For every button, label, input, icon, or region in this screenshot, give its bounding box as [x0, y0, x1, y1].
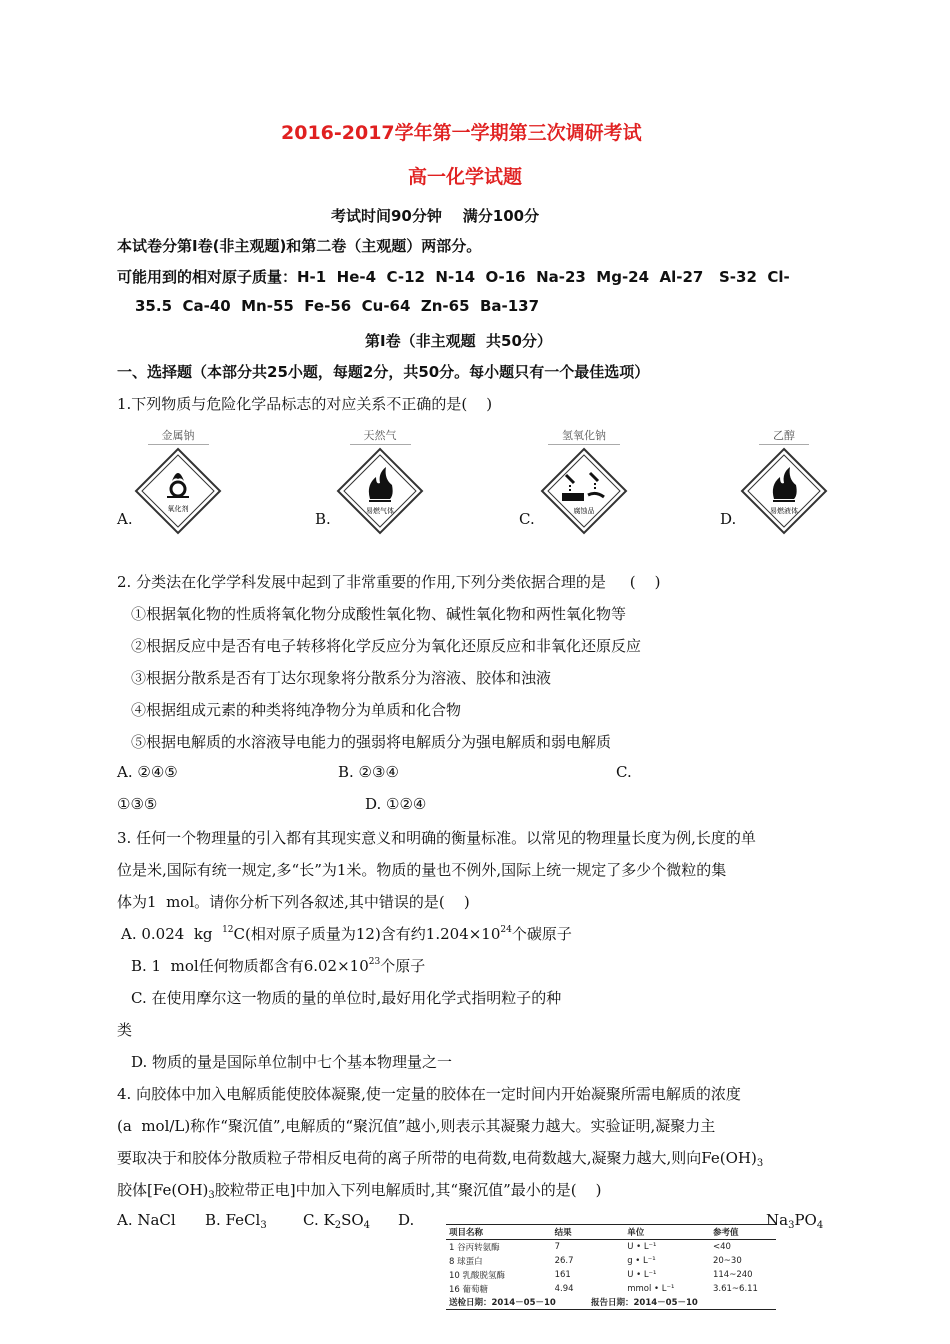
cell: 161 — [554, 1270, 571, 1280]
q2-option-c-label: C. — [616, 763, 632, 781]
hazard-sign-b — [328, 424, 432, 535]
cell: 7 — [554, 1242, 561, 1252]
sign-text: 易燃液体 — [770, 507, 798, 515]
atomic-masses-line2: 35.5 Ca-40 Mn-55 Fe-56 Cu-64 Zn-65 Ba-137 — [135, 297, 540, 315]
flame-icon — [336, 447, 424, 535]
sign-text: 氧化剂 — [167, 505, 189, 513]
report-date: 报告日期：2014－05－10 — [591, 1298, 698, 1308]
part-one-heading: 第Ⅰ卷（非主观题 共50分） — [365, 332, 552, 350]
table-header-row — [446, 1225, 776, 1240]
q2-option-b: B. ②③④ — [338, 763, 399, 781]
sent-date: 送检日期：2014－05－10 — [449, 1298, 556, 1308]
table-row — [446, 1282, 776, 1296]
substance-label: 乙醇 — [759, 427, 809, 445]
q4-option-d-label: D. — [398, 1211, 415, 1229]
cell: 114~240 — [712, 1270, 753, 1280]
hazard-sign-a — [126, 424, 230, 535]
q3-option-b: B. 1 mol任何物质都含有$6.02\times 10^{23}$个原子 — [131, 957, 426, 975]
cell: 8 球蛋白 — [449, 1257, 483, 1267]
q4-option-c: C. $K_2SO_4$ — [303, 1211, 371, 1231]
col-header: 结果 — [552, 1225, 625, 1240]
cell: 26.7 — [554, 1256, 574, 1266]
cell: U • L⁻¹ — [627, 1270, 657, 1280]
question-4-line1: 4. 向胶体中加入电解质能使胶体凝聚,使一定量的胶体在一定时间内开始凝聚所需电解质的浓度 — [117, 1085, 741, 1103]
cell: U • L⁻¹ — [627, 1242, 657, 1252]
col-header: 项目名称 — [446, 1225, 552, 1240]
table-row — [446, 1254, 776, 1268]
table-row — [446, 1240, 776, 1255]
question-4-line4: 胶体[$Fe(OH)_3$胶粒带正电]中加入下列电解质时,其“聚沉值”最小的是( ) — [117, 1181, 602, 1201]
exam-intro: 本试卷分第Ⅰ卷(非主观题)和第二卷（主观题）两部分。 — [117, 237, 482, 255]
flame-icon — [740, 447, 828, 535]
question-4-line2: (a mol/L)称作“聚沉值”,电解质的“聚沉值”越小,则表示其凝聚力越大。实验证明,凝聚力主 — [117, 1117, 716, 1135]
q2-item: ②根据反应中是否有电子转移将化学反应分为氧化还原反应和非氧化还原反应 — [131, 637, 642, 655]
cell: 3.61~6.11 — [712, 1284, 758, 1294]
cell: 16 葡萄糖 — [449, 1285, 489, 1295]
q4-option-b: B. FeCl$_3$ — [205, 1211, 267, 1231]
exam-subtitle: 高一化学试题 — [408, 166, 523, 188]
cell: <40 — [712, 1242, 731, 1252]
question-3-line2: 位是米,国际有统一规定,多“长”为1米。物质的量也不例外,国际上统一规定了多少个微粒的集 — [117, 861, 727, 879]
option-c-letter: C. — [519, 510, 535, 528]
corrosive-icon — [540, 447, 628, 535]
q2-option-c-value: ①③⑤ — [117, 795, 158, 813]
question-3-line1: 3. 任何一个物理量的引入都有其现实意义和明确的衡量标准。以常见的物理量长度为例,长度的单 — [117, 829, 756, 847]
question-3-line3: 体为1 mol。请你分析下列各叙述,其中错误的是( ) — [117, 893, 470, 911]
substance-label: 天然气 — [350, 427, 411, 445]
table-row — [446, 1268, 776, 1282]
lab-report-table — [446, 1225, 776, 1296]
option-a-letter: A. — [117, 510, 133, 528]
sign-text: 易燃气体 — [366, 507, 394, 515]
q3-option-c-line2: 类 — [117, 1021, 133, 1039]
q2-item: ①根据氧化物的性质将氧化物分成酸性氧化物、碱性氧化物和两性氧化物等 — [131, 605, 627, 623]
substance-label: 氢氧化钠 — [548, 427, 620, 445]
substance-label: 金属钠 — [148, 427, 209, 445]
q2-option-d: D. ①②④ — [365, 795, 427, 813]
exam-meta: 考试时间90分钟 满分100分 — [331, 207, 540, 225]
option-b-letter: B. — [315, 510, 331, 528]
cell: 10 乳酸脱氢酶 — [449, 1271, 506, 1281]
q4-option-a: A. NaCl — [117, 1211, 176, 1229]
question-1-stem: 1.下列物质与危险化学品标志的对应关系不正确的是( ) — [117, 395, 493, 413]
q3-option-c-line1: C. 在使用摩尔这一物质的量的单位时,最好用化学式指明粒子的种 — [131, 989, 562, 1007]
hazard-sign-c — [532, 424, 636, 535]
q3-option-a: A. 0.024 kg $^{12}$C(相对原子质量为12)含有约$1.204\times 10^{24}$个碳原子 — [121, 925, 572, 943]
cell: g • L⁻¹ — [627, 1256, 656, 1266]
q2-item: ⑤根据电解质的水溶液导电能力的强弱将电解质分为强电解质和弱电解质 — [131, 733, 612, 751]
col-header: 参考值 — [710, 1225, 776, 1240]
section-one-heading: 一、选择题（本部分共25小题，每题2分，共50分。每小题只有一个最佳选项） — [117, 363, 650, 381]
oxidizer-icon — [134, 447, 222, 535]
question-4-line3: 要取决于和胶体分散质粒子带相反电荷的离子所带的电荷数,电荷数越大,凝聚力越大,则向$Fe(OH)_3$ — [117, 1149, 764, 1169]
cell: 4.94 — [554, 1284, 574, 1294]
q2-item: ④根据组成元素的种类将纯净物分为单质和化合物 — [131, 701, 462, 719]
lab-report-image — [446, 1224, 776, 1310]
q4-option-d-value: $Na_3PO_4$ — [766, 1211, 824, 1231]
hazard-sign-d — [732, 424, 836, 535]
option-d-letter: D. — [720, 510, 737, 528]
sign-text: 腐蚀品 — [573, 507, 595, 515]
atomic-masses-line1: 可能用到的相对原子质量：H-1 He-4 C-12 N-14 O-16 Na-23 Mg-24 Al-27 S-32 Cl- — [117, 268, 790, 286]
cell: 20~30 — [712, 1256, 742, 1266]
cell: 1 谷丙转氨酶 — [449, 1243, 500, 1253]
exam-title: 2016-2017学年第一学期第三次调研考试 — [281, 122, 642, 144]
q2-item: ③根据分散系是否有丁达尔现象将分散系分为溶液、胶体和浊液 — [131, 669, 552, 687]
q3-option-d: D. 物质的量是国际单位制中七个基本物理量之一 — [131, 1053, 453, 1071]
col-header: 单位 — [624, 1225, 710, 1240]
cell: mmol • L⁻¹ — [627, 1284, 675, 1294]
question-2-stem: 2. 分类法在化学学科发展中起到了非常重要的作用,下列分类依据合理的是 ( ) — [117, 573, 661, 591]
q2-option-a: A. ②④⑤ — [117, 763, 178, 781]
